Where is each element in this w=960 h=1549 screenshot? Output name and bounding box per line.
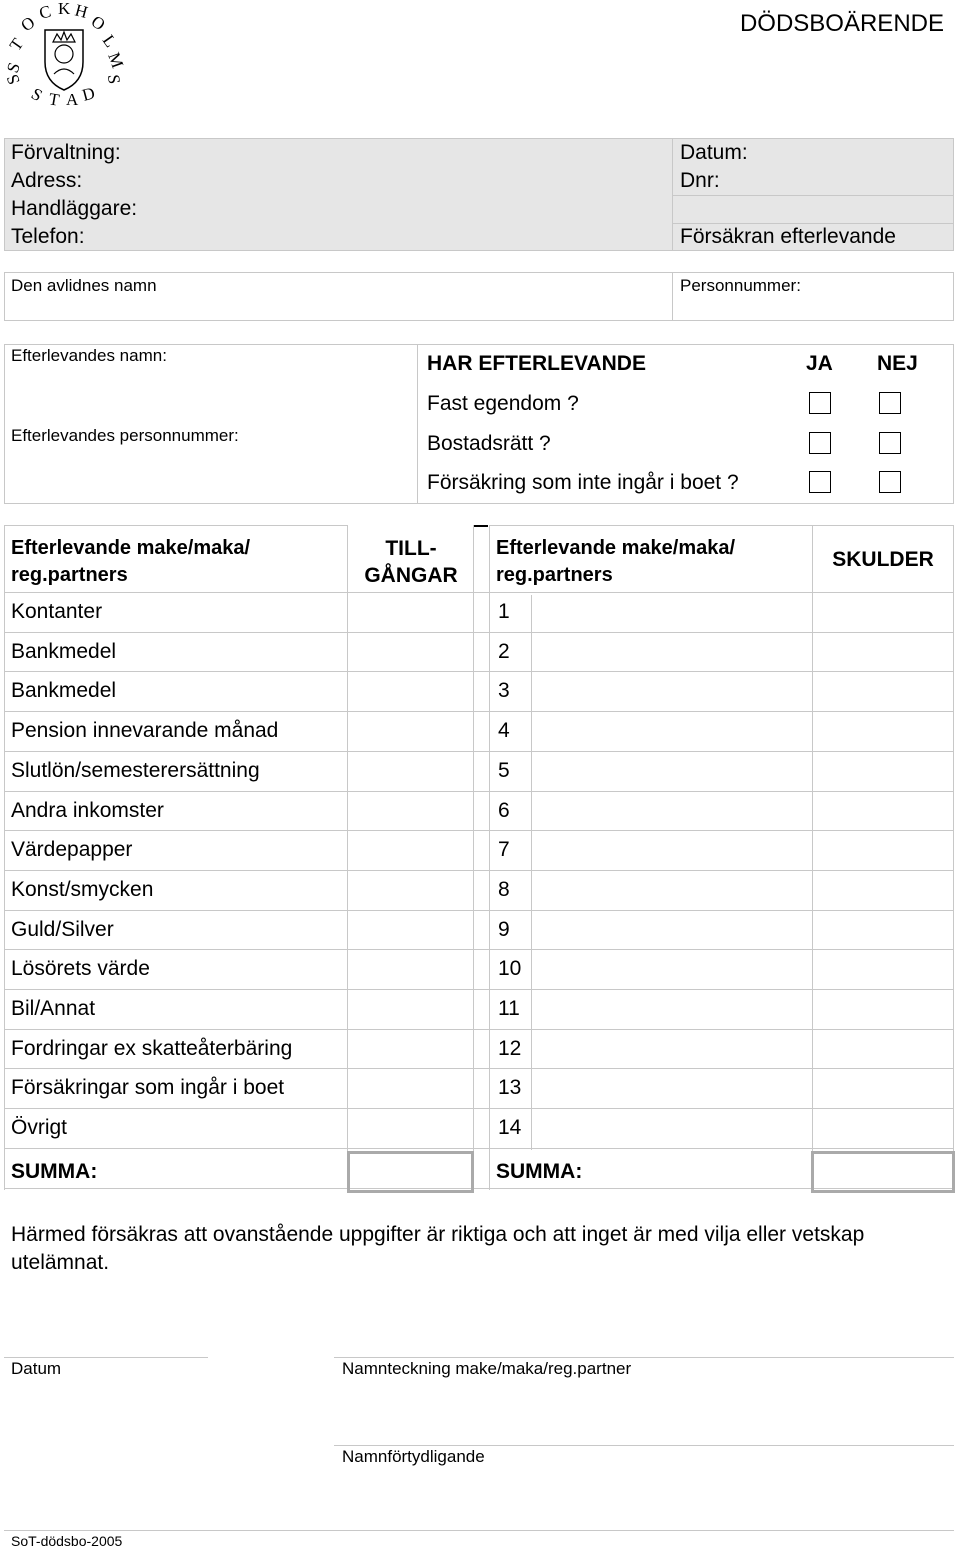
svg-text:L: L xyxy=(98,31,121,51)
table-row-divider xyxy=(4,949,954,950)
asset-row-number: 8 xyxy=(498,877,510,901)
footer-line xyxy=(4,1530,954,1531)
svg-text:S: S xyxy=(2,71,24,88)
asset-value-field[interactable] xyxy=(348,1110,469,1150)
table-row-divider xyxy=(4,1148,954,1149)
asset-row-number: 12 xyxy=(498,1036,522,1060)
deceased-name-field[interactable]: Den avlidnes namn xyxy=(11,276,157,295)
debt-value-field[interactable] xyxy=(813,673,953,713)
debt-value-field[interactable] xyxy=(813,872,953,912)
asset-row-label: Bankmedel xyxy=(11,639,117,663)
asset-row-label: Slutlön/semesterersättning xyxy=(11,758,260,782)
table-row-divider xyxy=(4,592,954,593)
debt-value-field[interactable] xyxy=(813,912,953,952)
asset-value-field[interactable] xyxy=(348,991,469,1031)
debt-value-field[interactable] xyxy=(813,793,953,833)
debt-description-field[interactable] xyxy=(532,1070,808,1110)
document-title: DÖDSBOÄRENDE xyxy=(739,10,944,37)
asset-row-label: Bil/Annat xyxy=(11,997,96,1020)
namnteckning-label: Namnteckning make/maka/reg.partner xyxy=(342,1359,632,1378)
asset-row-label: Bankmedel xyxy=(11,679,117,703)
debt-value-field[interactable] xyxy=(813,1031,953,1071)
asset-row-label: Andra inkomster xyxy=(11,798,164,822)
datum-signature-line[interactable] xyxy=(4,1357,208,1358)
bostadsratt-ja-checkbox[interactable] xyxy=(809,432,831,454)
table-row-divider xyxy=(4,632,954,633)
asset-row-label: Lösörets värde xyxy=(11,957,150,981)
survivor-name-field[interactable]: Efterlevandes namn: xyxy=(11,346,167,365)
debt-value-field[interactable] xyxy=(813,951,953,991)
svg-text:S: S xyxy=(2,59,24,76)
debt-description-field[interactable] xyxy=(532,793,808,833)
debt-value-field[interactable] xyxy=(813,1070,953,1110)
datum-field[interactable]: Datum: xyxy=(680,141,748,164)
debt-value-field[interactable] xyxy=(813,753,953,793)
svg-text:D: D xyxy=(80,83,97,105)
asset-row-number: 4 xyxy=(498,719,510,743)
asset-row-number: 14 xyxy=(498,1116,522,1140)
right-partner-header: Efterlevande make/maka/ reg.partners xyxy=(496,537,736,586)
table-row-divider xyxy=(4,791,954,792)
debt-value-field[interactable] xyxy=(813,991,953,1031)
table-row-divider xyxy=(4,1068,954,1069)
asset-row-label: Fordringar ex skatteåterbäring xyxy=(11,1036,293,1060)
debt-description-field[interactable] xyxy=(532,872,808,912)
asset-value-field[interactable] xyxy=(348,634,469,674)
asset-row-number: 10 xyxy=(498,957,522,981)
asset-value-field[interactable] xyxy=(348,753,469,793)
summa-left-field[interactable] xyxy=(347,1151,474,1193)
svg-text:H: H xyxy=(72,0,90,23)
footer-code: SoT-dödsbo-2005 xyxy=(11,1533,123,1549)
debt-description-field[interactable] xyxy=(532,634,808,674)
debt-description-field[interactable] xyxy=(532,713,808,753)
asset-row-number: 3 xyxy=(498,679,510,703)
debt-description-field[interactable] xyxy=(532,912,808,952)
debt-value-field[interactable] xyxy=(813,713,953,753)
svg-text:C: C xyxy=(37,1,53,23)
table-row-divider xyxy=(4,1029,954,1030)
svg-text:S: S xyxy=(28,84,46,106)
asset-row-number: 7 xyxy=(498,838,510,862)
dnr-field[interactable]: Dnr: xyxy=(680,169,720,192)
asset-row-label: Försäkringar som ingår i boet xyxy=(11,1076,285,1100)
forsakring-ja-checkbox[interactable] xyxy=(809,471,831,493)
table-row-divider xyxy=(4,671,954,672)
debt-description-field[interactable] xyxy=(532,594,808,634)
debt-value-field[interactable] xyxy=(813,634,953,674)
fast-egendom-nej-checkbox[interactable] xyxy=(879,392,901,414)
debt-value-field[interactable] xyxy=(813,594,953,634)
svg-text:A: A xyxy=(66,90,79,109)
svg-text:O: O xyxy=(87,11,109,35)
question-fast-egendom: Fast egendom ? xyxy=(427,392,579,415)
asset-value-field[interactable] xyxy=(348,594,469,634)
asset-value-field[interactable] xyxy=(348,793,469,833)
debt-value-field[interactable] xyxy=(813,1110,953,1150)
asset-row-label: Kontanter xyxy=(11,600,103,623)
asset-row-number: 13 xyxy=(498,1076,522,1100)
forvaltning-field[interactable]: Förvaltning: xyxy=(11,141,121,164)
asset-row-number: 9 xyxy=(498,917,510,941)
asset-row-number: 11 xyxy=(498,997,520,1020)
fast-egendom-ja-checkbox[interactable] xyxy=(809,392,831,414)
svg-text:M: M xyxy=(104,49,128,71)
debt-description-field[interactable] xyxy=(532,1110,808,1150)
asset-value-field[interactable] xyxy=(348,673,469,713)
asset-row-label: Pension innevarande månad xyxy=(11,719,279,743)
debt-description-field[interactable] xyxy=(532,991,808,1031)
debt-value-field[interactable] xyxy=(813,832,953,872)
namnfortydligande-label: Namnförtydligande xyxy=(342,1447,485,1466)
city-logo xyxy=(2,0,128,110)
summa-right-field[interactable] xyxy=(811,1151,955,1193)
nej-header: NEJ xyxy=(877,352,918,375)
asset-row-label: Guld/Silver xyxy=(11,917,114,941)
table-row-divider xyxy=(4,830,954,831)
declaration-text: Härmed försäkras att ovanstående uppgifter är riktiga och att inget är med vilja eller vetskap utelämnat. xyxy=(11,1223,865,1274)
left-partner-header: Efterlevande make/maka/ reg.partners xyxy=(11,537,251,586)
svg-text:T: T xyxy=(47,89,61,110)
asset-row-number: 6 xyxy=(498,798,510,822)
svg-text:S: S xyxy=(104,73,124,85)
handlaggare-field[interactable]: Handläggare: xyxy=(11,197,138,220)
bostadsratt-nej-checkbox[interactable] xyxy=(879,432,901,454)
asset-row-number: 5 xyxy=(498,758,510,782)
asset-row-label: Konst/smycken xyxy=(11,877,154,901)
asset-value-field[interactable] xyxy=(348,713,469,753)
forsakring-nej-checkbox[interactable] xyxy=(879,471,901,493)
tillgangar-header: TILL- GÅNGAR xyxy=(364,537,458,587)
asset-value-field[interactable] xyxy=(348,912,469,952)
debt-description-field[interactable] xyxy=(532,753,808,793)
table-row-divider xyxy=(4,1108,954,1109)
debt-description-field[interactable] xyxy=(532,673,808,713)
question-bostadsratt: Bostadsrätt ? xyxy=(427,432,551,455)
namnteckning-line[interactable] xyxy=(334,1357,954,1358)
adress-field[interactable]: Adress: xyxy=(11,169,83,192)
asset-row-number: 2 xyxy=(498,639,510,663)
asset-value-field[interactable] xyxy=(348,1031,469,1071)
table-row-divider xyxy=(4,751,954,752)
table-row-divider xyxy=(4,989,954,990)
asset-value-field[interactable] xyxy=(348,832,469,872)
asset-value-field[interactable] xyxy=(348,951,469,991)
telefon-field[interactable]: Telefon: xyxy=(11,225,85,248)
form-title: Försäkran efterlevande xyxy=(680,225,896,248)
ja-header: JA xyxy=(806,352,833,375)
skulder-header: SKULDER xyxy=(832,548,934,571)
asset-value-field[interactable] xyxy=(348,872,469,912)
table-row-divider xyxy=(4,910,954,911)
debt-description-field[interactable] xyxy=(532,1031,808,1071)
summa-left-label: SUMMA: xyxy=(11,1160,98,1183)
debt-description-field[interactable] xyxy=(532,832,808,872)
question-forsakring: Försäkring som inte ingår i boet ? xyxy=(427,471,739,494)
asset-row-label: Värdepapper xyxy=(11,838,133,862)
svg-text:O: O xyxy=(17,12,39,36)
asset-row-number: 1 xyxy=(498,600,510,623)
svg-text:K: K xyxy=(58,0,71,18)
table-row-divider xyxy=(4,711,954,712)
namnfortydligande-line[interactable] xyxy=(334,1445,954,1446)
survivor-pnr-field[interactable]: Efterlevandes personnummer: xyxy=(11,426,239,445)
table-row-divider xyxy=(4,870,954,871)
deceased-pnr-field[interactable]: Personnummer: xyxy=(680,276,801,295)
questions-heading: HAR EFTERLEVANDE xyxy=(427,352,646,375)
svg-text:T: T xyxy=(5,34,28,55)
asset-value-field[interactable] xyxy=(348,1070,469,1110)
datum-signature-label: Datum xyxy=(11,1359,62,1378)
asset-row-label: Övrigt xyxy=(11,1116,68,1140)
summa-right-label: SUMMA: xyxy=(496,1160,583,1183)
debt-description-field[interactable] xyxy=(532,951,808,991)
